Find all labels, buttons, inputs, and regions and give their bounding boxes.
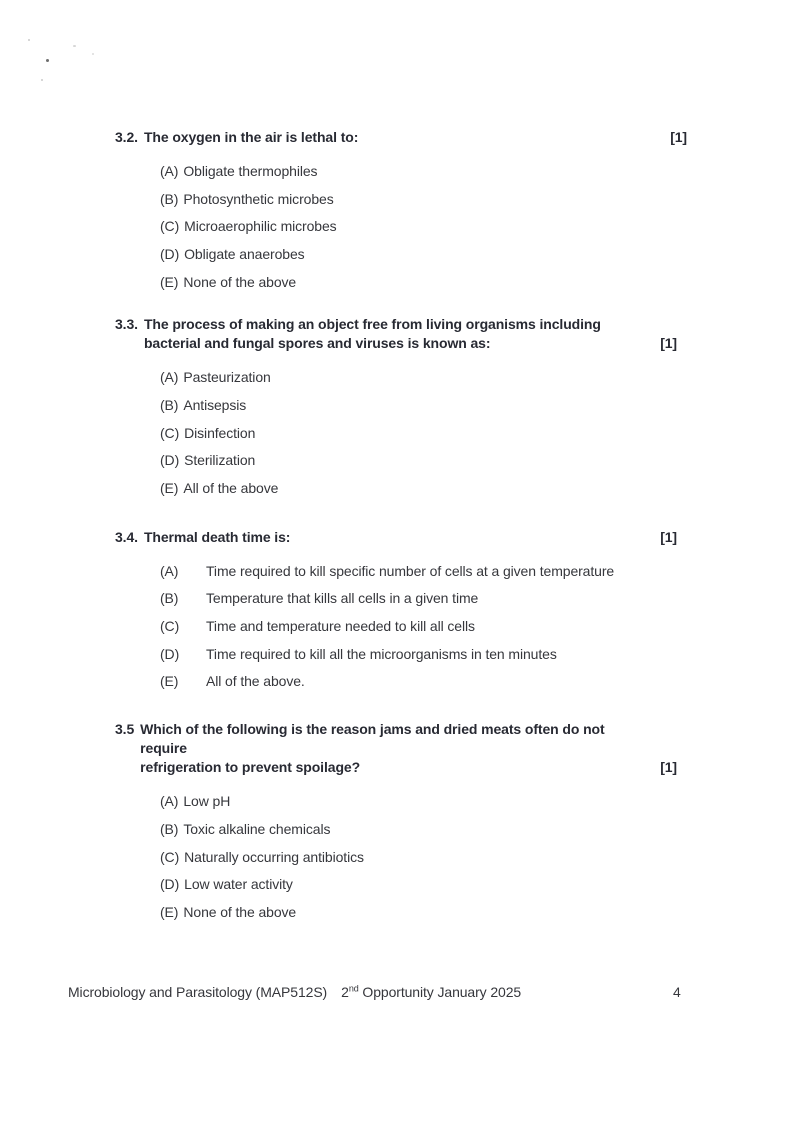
option-a [160, 157, 695, 185]
question-text-line: bacterial and fungal spores and viruses is known as: [143, 335, 491, 352]
marks-badge: [1] [660, 528, 677, 545]
option-text: Obligate thermophiles [183, 162, 318, 179]
option-letter: (A) [160, 562, 179, 579]
option-letter: (E) [160, 903, 179, 920]
question-text-line: refrigeration to prevent spoilage? [140, 759, 361, 776]
question-heading [115, 315, 677, 353]
question-3-5 [115, 720, 695, 925]
option-letter: (E) [160, 273, 179, 290]
option-b [160, 815, 695, 843]
option-a [160, 363, 695, 391]
options-list [115, 787, 695, 925]
question-text [144, 128, 358, 147]
option-text: Time required to kill all the microorganisms in ten minutes [206, 645, 557, 662]
option-text: Time and temperature needed to kill all cells [206, 618, 475, 635]
marks-badge: [1] [660, 759, 677, 776]
option-letter: (E) [160, 480, 179, 497]
option-text: All of the above [183, 480, 279, 497]
question-number: 3.4. [115, 528, 138, 545]
option-d [160, 870, 695, 898]
option-c [160, 419, 695, 447]
option-letter: (C) [160, 424, 180, 441]
option-text: Low water activity [184, 876, 293, 893]
option-letter: (A) [160, 162, 179, 179]
question-text [140, 720, 610, 777]
option-text: Antisepsis [183, 396, 247, 413]
option-e [160, 474, 695, 502]
option-text: Low pH [183, 793, 231, 810]
question-3-3 [115, 315, 695, 501]
option-letter: (B) [160, 396, 179, 413]
question-heading [115, 128, 687, 147]
question-heading [115, 720, 677, 777]
footer-course-title: Microbiology and Parasitology (MAP512S) [68, 984, 328, 1000]
option-text: Disinfection [184, 424, 256, 441]
footer-opportunity [341, 984, 521, 1000]
option-text: Pasteurization [183, 369, 271, 386]
option-text: All of the above. [206, 673, 305, 690]
question-text-line: Which of the following is the reason jams and dried meats often do not require [140, 721, 605, 757]
option-letter: (C) [160, 848, 180, 865]
option-letter: (B) [160, 590, 179, 607]
option-letter: (B) [160, 190, 179, 207]
scan-artifact [92, 53, 94, 55]
options-list [115, 363, 695, 501]
question-title [115, 528, 290, 547]
option-letter: (B) [160, 820, 179, 837]
question-number: 3.5 [115, 721, 135, 738]
question-number: 3.2. [115, 129, 138, 145]
option-c [160, 612, 695, 640]
option-letter: (E) [160, 673, 179, 690]
option-letter: (D) [160, 245, 180, 262]
scan-artifact [73, 45, 76, 47]
option-letter: (C) [160, 618, 180, 635]
exam-content [115, 128, 695, 926]
option-b [160, 185, 695, 213]
option-text: Naturally occurring antibiotics [184, 848, 364, 865]
option-letter: (D) [160, 452, 180, 469]
option-b [160, 585, 695, 613]
option-a [160, 557, 695, 585]
question-title [115, 128, 358, 147]
option-text: Time required to kill specific number of cells at a given temperature [206, 562, 615, 579]
question-text [144, 315, 601, 353]
options-list [115, 157, 695, 295]
footer-opportunity-number: 2 [341, 984, 349, 1000]
option-text: Sterilization [184, 452, 256, 469]
options-list [115, 557, 695, 695]
marks-badge: [1] [660, 335, 677, 352]
option-letter: (A) [160, 793, 179, 810]
option-text: Photosynthetic microbes [183, 190, 334, 207]
question-3-4 [115, 528, 695, 695]
option-text: Obligate anaerobes [184, 245, 305, 262]
option-a [160, 787, 695, 815]
option-e [160, 268, 695, 296]
page-footer [68, 984, 794, 1001]
option-text: None of the above [183, 903, 297, 920]
footer-opportunity-text: Opportunity January 2025 [358, 984, 522, 1000]
marks-badge: [1] [670, 129, 687, 145]
scan-artifact [41, 79, 43, 81]
option-c [160, 843, 695, 871]
question-text-line: The oxygen in the air is lethal to: [143, 129, 359, 145]
option-letter: (A) [160, 369, 179, 386]
option-d [160, 640, 695, 668]
option-letter: (D) [160, 876, 180, 893]
question-title [115, 720, 610, 777]
question-number: 3.3. [115, 316, 138, 333]
footer-opportunity-ordinal: nd [348, 983, 359, 994]
option-c [160, 212, 695, 240]
option-text: Toxic alkaline chemicals [183, 820, 331, 837]
option-text: Microaerophilic microbes [184, 218, 337, 235]
option-letter: (D) [160, 645, 180, 662]
option-letter: (C) [160, 218, 180, 235]
option-text: Temperature that kills all cells in a given time [206, 590, 479, 607]
question-text-line: Thermal death time is: [143, 528, 291, 545]
question-heading [115, 528, 677, 547]
question-3-2 [115, 128, 695, 295]
question-title [115, 315, 601, 353]
question-text-line: The process of making an object free from living organisms including [143, 316, 601, 333]
question-text [144, 528, 290, 547]
option-e [160, 668, 695, 696]
option-e [160, 898, 695, 926]
option-text: None of the above [183, 273, 297, 290]
option-d [160, 447, 695, 475]
page-number: 4 [673, 984, 681, 1000]
scan-artifact [28, 39, 30, 41]
option-d [160, 240, 695, 268]
option-b [160, 391, 695, 419]
scan-artifact [46, 59, 49, 62]
